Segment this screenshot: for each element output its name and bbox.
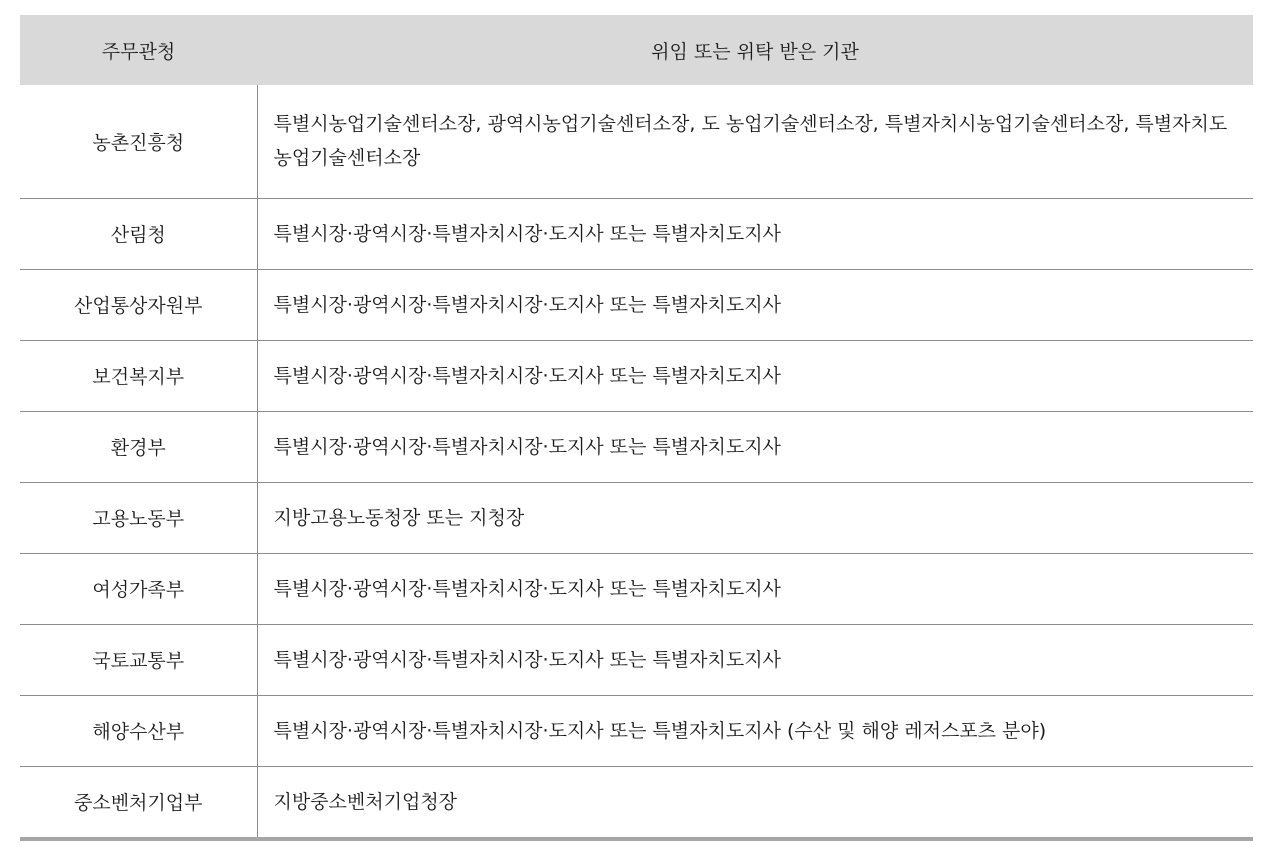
delegation-table bbox=[20, 15, 1253, 837]
agency-cell: 여성가족부 bbox=[20, 553, 257, 624]
table-row bbox=[20, 198, 1253, 269]
delegate-cell: 특별시장·광역시장·특별자치시장·도지사 또는 특별자치도지사 bbox=[257, 198, 1253, 269]
table-row bbox=[20, 766, 1253, 837]
delegate-cell: 특별시장·광역시장·특별자치시장·도지사 또는 특별자치도지사 bbox=[257, 553, 1253, 624]
agency-cell: 산림청 bbox=[20, 198, 257, 269]
agency-cell: 고용노동부 bbox=[20, 482, 257, 553]
table-row bbox=[20, 411, 1253, 482]
delegate-cell: 특별시장·광역시장·특별자치시장·도지사 또는 특별자치도지사 bbox=[257, 269, 1253, 340]
delegate-cell: 지방고용노동청장 또는 지청장 bbox=[257, 482, 1253, 553]
table-row bbox=[20, 695, 1253, 766]
header-row bbox=[20, 15, 1253, 85]
delegation-table-container bbox=[20, 15, 1253, 841]
delegate-cell: 특별시장·광역시장·특별자치시장·도지사 또는 특별자치도지사 bbox=[257, 340, 1253, 411]
agency-cell: 국토교통부 bbox=[20, 624, 257, 695]
agency-cell: 중소벤처기업부 bbox=[20, 766, 257, 837]
agency-cell: 산업통상자원부 bbox=[20, 269, 257, 340]
agency-cell: 해양수산부 bbox=[20, 695, 257, 766]
table-row bbox=[20, 553, 1253, 624]
delegate-cell: 지방중소벤처기업청장 bbox=[273, 790, 458, 813]
delegate-cell: 특별시장·광역시장·특별자치시장·도지사 또는 특별자치도지사 bbox=[257, 624, 1253, 695]
agency-cell: 환경부 bbox=[20, 411, 257, 482]
table-row bbox=[20, 624, 1253, 695]
agency-cell: 농촌진흥청 bbox=[20, 85, 257, 198]
table-row bbox=[20, 340, 1253, 411]
delegate-cell: 특별시장·광역시장·특별자치시장·도지사 또는 특별자치도지사 (수산 및 해양 레저스포츠 분야) bbox=[257, 695, 1253, 766]
agency-cell: 보건복지부 bbox=[20, 340, 257, 411]
table-row bbox=[20, 482, 1253, 553]
header-competent-authority: 주무관청 bbox=[20, 15, 257, 85]
delegate-cell: 특별시장·광역시장·특별자치시장·도지사 또는 특별자치도지사 bbox=[257, 411, 1253, 482]
table-row bbox=[20, 85, 1253, 198]
delegate-cell: 특별시농업기술센터소장, 광역시농업기술센터소장, 도 농업기술센터소장, 특별자치시농업기술센터소장, 특별자치도농업기술센터소장 bbox=[257, 85, 1253, 198]
table-bottom-rule bbox=[20, 837, 1253, 841]
table-row bbox=[20, 269, 1253, 340]
header-delegated-agency: 위임 또는 위탁 받은 기관 bbox=[257, 15, 1253, 85]
